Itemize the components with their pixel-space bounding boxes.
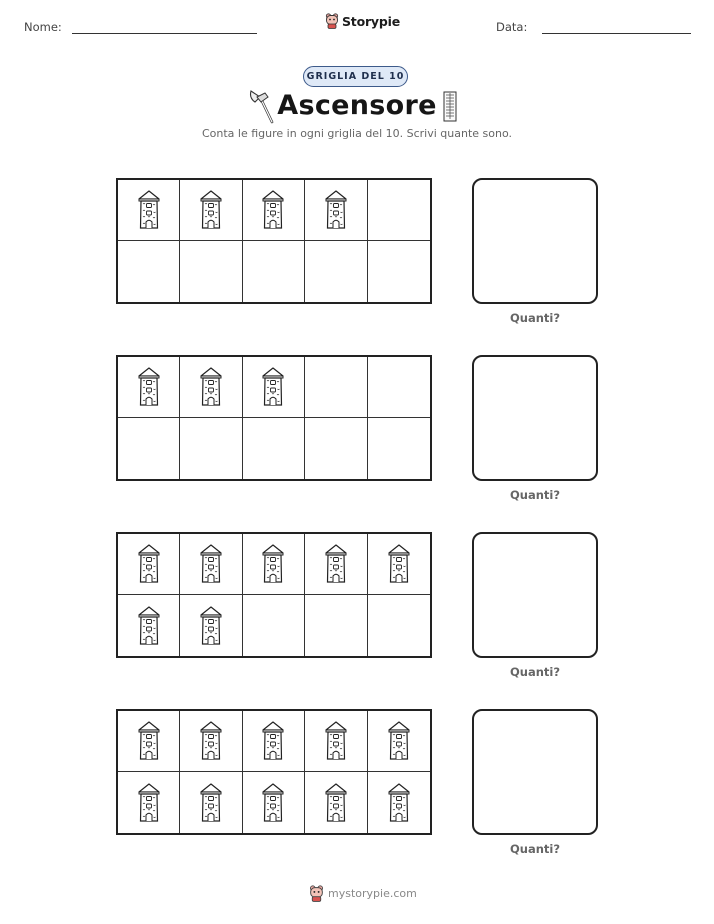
footer-url[interactable]: mystorypie.com xyxy=(328,887,417,900)
tower-icon xyxy=(260,783,286,823)
brand-name: Storypie xyxy=(342,13,400,29)
ten-frame-cell xyxy=(180,180,242,241)
ten-frame-cell xyxy=(180,772,242,833)
ten-frame-cell xyxy=(368,772,430,833)
tower-icon xyxy=(198,783,224,823)
instructions: Conta le figure in ogni griglia del 10. Scrivi quante sono. xyxy=(201,127,512,140)
storypie-mascot-icon xyxy=(309,885,324,902)
ten-frame-cell xyxy=(368,711,430,772)
skyscraper-icon xyxy=(442,91,458,122)
tower-icon xyxy=(136,367,162,407)
ten-frame-cell xyxy=(243,772,305,833)
answer-label: Quanti? xyxy=(509,488,561,502)
ten-frame xyxy=(116,709,432,835)
ten-frame-cell xyxy=(180,711,242,772)
ten-frame-cell xyxy=(368,595,430,656)
ten-frame-cell xyxy=(368,180,430,241)
ten-frame-cell xyxy=(118,772,180,833)
ten-frame-cell xyxy=(243,241,305,302)
worksheet-type-badge: GRIGLIA DEL 10 xyxy=(303,66,408,87)
ten-frame-cell xyxy=(118,357,180,418)
tower-icon xyxy=(323,721,349,761)
tower-icon xyxy=(198,544,224,584)
ten-frame xyxy=(116,532,432,658)
tower-icon xyxy=(260,367,286,407)
answer-label: Quanti? xyxy=(509,665,561,679)
ten-frame-cell xyxy=(243,534,305,595)
tower-icon xyxy=(136,783,162,823)
ten-frame-cell xyxy=(180,241,242,302)
tower-icon xyxy=(136,721,162,761)
ten-frame-cell xyxy=(305,711,367,772)
ten-frame-cell xyxy=(118,595,180,656)
tower-icon xyxy=(136,190,162,230)
tower-icon xyxy=(198,721,224,761)
ten-frame-cell xyxy=(368,241,430,302)
date-line[interactable] xyxy=(542,33,691,34)
ten-frame-cell xyxy=(118,241,180,302)
ten-frame-cell xyxy=(118,534,180,595)
date-label: Data: xyxy=(496,20,528,34)
tower-icon xyxy=(323,190,349,230)
tower-icon xyxy=(323,544,349,584)
answer-box[interactable] xyxy=(472,178,598,304)
ten-frame xyxy=(116,178,432,304)
tower-icon xyxy=(386,783,412,823)
ten-frame-cell xyxy=(180,418,242,479)
tower-icon xyxy=(260,721,286,761)
ten-frame-cell xyxy=(305,418,367,479)
tower-icon xyxy=(386,721,412,761)
ten-frame-cell xyxy=(180,357,242,418)
ten-frame-cell xyxy=(305,534,367,595)
ten-frame-cell xyxy=(118,711,180,772)
tower-icon xyxy=(323,783,349,823)
ten-frame-cell xyxy=(180,534,242,595)
answer-label: Quanti? xyxy=(509,842,561,856)
tower-icon xyxy=(260,190,286,230)
ten-frame-cell xyxy=(368,418,430,479)
ten-frame-cell xyxy=(243,357,305,418)
name-label: Nome: xyxy=(24,20,62,34)
answer-box[interactable] xyxy=(472,355,598,481)
name-line[interactable] xyxy=(72,33,257,34)
answer-box[interactable] xyxy=(472,532,598,658)
ten-frame-cell xyxy=(118,180,180,241)
page-title: Ascensore xyxy=(277,90,437,121)
ten-frame-cell xyxy=(305,180,367,241)
ten-frame-cell xyxy=(180,595,242,656)
tower-icon xyxy=(136,606,162,646)
ten-frame-cell xyxy=(118,418,180,479)
footer xyxy=(309,885,417,902)
ten-frame-cell xyxy=(368,534,430,595)
tower-icon xyxy=(198,190,224,230)
ten-frame-cell xyxy=(243,418,305,479)
ten-frame-cell xyxy=(305,772,367,833)
answer-label: Quanti? xyxy=(509,311,561,325)
ten-frame-cell xyxy=(305,357,367,418)
ten-frame-cell xyxy=(305,241,367,302)
ten-frame xyxy=(116,355,432,481)
tower-icon xyxy=(260,544,286,584)
ten-frame-cell xyxy=(368,357,430,418)
tower-icon xyxy=(198,606,224,646)
tower-icon xyxy=(198,367,224,407)
tower-icon xyxy=(136,544,162,584)
ten-frame-cell xyxy=(243,711,305,772)
brand xyxy=(325,13,400,29)
tower-icon xyxy=(386,544,412,584)
ten-frame-cell xyxy=(243,595,305,656)
ten-frame-cell xyxy=(243,180,305,241)
answer-box[interactable] xyxy=(472,709,598,835)
storypie-mascot-icon xyxy=(325,13,339,29)
ten-frame-cell xyxy=(305,595,367,656)
